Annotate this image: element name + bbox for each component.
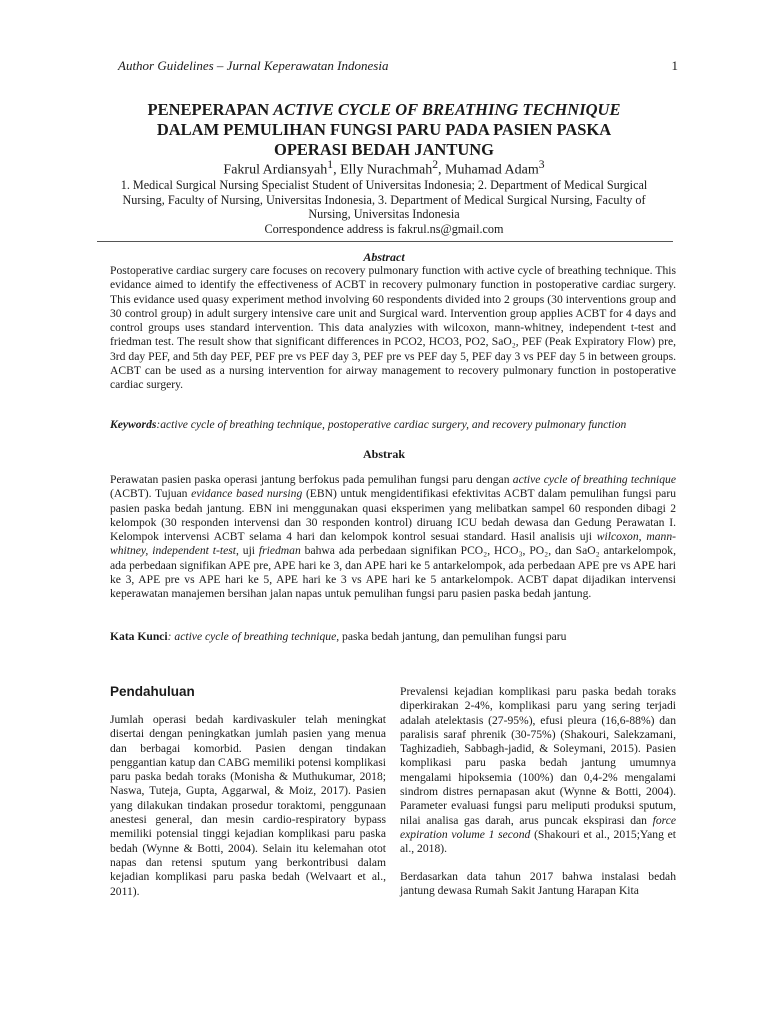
abstrak-s3: (EBN) untuk mengidentifikasi efektivitas ACBT dalam pemulihan fungsi paru pasien paska bedah jantung. EBN ini menggunakan quasi eksperimen yang melibatkan sampel 60 responden dibagi 2 kelompok (30 responden intervensi dan 30 responden kontrol) diruang ICU bedah dewasa dan Gedung Perawatan I. Kelompok intervensi ACBT selama 4 hari dan kelompok kontrol sesuai standard. Hasil analisis uji bbox=[110, 487, 676, 544]
abstrak-s5: bahwa ada perbedaan signifikan PCO₂, HCO₃, PO₂, dan SaO₂ antarkelompok, ada perbedaan signifikan APE pre, APE hari ke 3, dan APE hari ke 5 antarkelompok, ada perbedaan APE pre vs APE hari ke 3, APE pre vs APE hari ke 5, APE hari ke 3 vs APE hari ke 5 antarkelompok. ACBT dapat dijadikan intervensi keperawatan manajemen bersihan jalan napas untuk pemulihan fungsi paru pasien paska bedah jantung. bbox=[110, 544, 676, 601]
keywords-id bbox=[110, 630, 676, 644]
abstrak-s1: Perawatan pasien paska operasi jantung berfokus pada pemulihan fungsi paru dengan bbox=[110, 473, 513, 486]
title-line-3: OPERASI BEDAH JANTUNG bbox=[273, 140, 495, 159]
intro-right-column bbox=[400, 685, 676, 898]
intro-paragraph-2 bbox=[400, 685, 676, 857]
title-line-2: DALAM PEMULIHAN FUNGSI PARU PADA PASIEN PASKA bbox=[156, 120, 612, 139]
author-list bbox=[100, 158, 668, 179]
abstract-body: Postoperative cardiac surgery care focuses on recovery pulmonary function with active cycle of breathing technique. This evidance aimed to identify the effectiveness of ACBT in recovery pulmonary function in postoperative cardiac surgery. This evidance used quasy experiment method involving 60 respondents divided into 2 groups (30 interventions group and 30 control group) in adult surgery intensive care unit and Surgical ward. Intervention group applies ACBT for 4 days and control groups uses standard intervention. This data analyzies with wilcoxon, mann-whitney, independent t-test and friedman test. The result show that significant differences in PCO2, HCO3, PO2, SaO₂, PEF (Peak Expiratory Flow) pre, 3rd day PEF, and 5th day PEF, PEF pre vs PEF day 3, PEF pre vs PEF day 5, PEF day 3 vs PEF day 5 in between groups. ACBT can be used as a nursing intervention for airway management to recovery pulmonary function in postoperative cardiac surgery. bbox=[110, 264, 676, 392]
intro-paragraph-3: Berdasarkan data tahun 2017 bahwa instalasi bedah jantung dewasa Rumah Sakit Jantung Harapan Kita bbox=[400, 869, 676, 897]
affiliation-line-3: Nursing, Universitas Indonesia bbox=[308, 207, 460, 221]
abstrak-s4-it: friedman bbox=[258, 544, 301, 558]
abstrak-heading: Abstrak bbox=[362, 447, 405, 461]
author-2: , Elly Nurachmah bbox=[333, 162, 433, 178]
abstrak-s2: (ACBT). Tujuan bbox=[110, 487, 192, 501]
affiliation-line-1: 1. Medical Surgical Nursing Specialist Student of Universitas Indonesia; 2. Department of Medical Surgical bbox=[120, 178, 648, 192]
abstract-heading: Abstract bbox=[363, 250, 405, 264]
intro-p2-italic: force expiration volume 1 second bbox=[400, 813, 676, 841]
correspondence-address: Correspondence address is fakrul.ns@gmail.com bbox=[264, 221, 504, 236]
abstrak-s1-it: active cycle of breathing technique bbox=[512, 473, 676, 486]
author-2-sup: 2 bbox=[432, 158, 439, 171]
abstrak-s4: , uji bbox=[235, 544, 259, 558]
running-head: Author Guidelines – Jurnal Keperawatan Indonesia bbox=[118, 58, 389, 73]
intro-p2-b: (Shakouri et al., 2015;Yang et al., 2018). bbox=[400, 827, 676, 856]
kata-kunci-text: , paska bedah jantung, dan pemulihan fungsi paru bbox=[336, 630, 567, 643]
title-line-1-italic: ACTIVE CYCLE OF BREATHING TECHNIQUE bbox=[273, 100, 621, 119]
intro-paragraph-1: Jumlah operasi bedah kardivaskuler telah meningkat disertai dengan peningkatkan jumlah pasien yang menua dan berbagai komorbid. Pasien dengan tindakan penggantian katup dan CABG memiliki potensi komplikasi paru paska bedah toraks (Monisha & Muthukumar, 2018; Naswa, Tuteja, Gupta, Aggarwal, & Moiz, 2017). Pasien yang dilakukan tindakan prosedur toraktomi, penggunaan anestesi general, dan mesin cardio-respiratory bypass memiliki potensial tinggi kejadian komplikasi paru paska bedah (Wynne & Botti, 2004). Selain itu kelemahan otot napas dan retensi sputum yang berkontribusi dalam kejadian komplikasi paru paska bedah (Welvaart et al., 2011). bbox=[110, 713, 386, 898]
kata-kunci-italic: : active cycle of breathing technique bbox=[167, 630, 337, 643]
abstrak-s3-it: wilcoxon, mann-whitney, independent t-test bbox=[110, 530, 676, 558]
kata-kunci-label: Kata Kunci bbox=[110, 630, 168, 643]
author-3-sup: 3 bbox=[538, 158, 545, 171]
intro-left-column bbox=[110, 713, 386, 899]
page-number: 1 bbox=[671, 58, 678, 73]
paper-title bbox=[100, 100, 668, 160]
keywords-label: Keywords bbox=[110, 418, 157, 431]
affiliations bbox=[108, 178, 660, 236]
keywords-en bbox=[110, 418, 676, 432]
author-1-sup: 1 bbox=[327, 158, 334, 171]
abstrak-s2-it: evidance based nursing bbox=[191, 487, 303, 501]
title-line-1-roman: PENEPERAPAN bbox=[147, 100, 274, 119]
title-line-1 bbox=[100, 100, 668, 120]
author-1: Fakrul Ardiansyah bbox=[223, 162, 328, 178]
intro-p2-a: Prevalensi kejadian komplikasi paru paska bedah toraks diperkirakan 2-4%, komplikasi paru yang sering terjadi adalah atelektasis (27-95%), efusi pleura (16,6-88%) dan paralisis saraf phrenik (30-75%) (Shakouri, Salekzamani, Taghizadieh, Sabbagh-jadid, & Soleymani, 2015). Pasien komplikasi paru paska bedah jantung umumnya mengalami hipoksemia (100%) dan 0,4-2% mengalami sindrom distres pernapasan akut (Wynne & Botti, 2004). Parameter evaluasi fungsi paru meliputi produksi sputum, nilai analisa gas darah, arus puncak ekspirasi dan bbox=[400, 685, 676, 827]
abstrak-body bbox=[110, 473, 676, 602]
keywords-text: :active cycle of breathing technique, postoperative cardiac surgery, and recovery pulmonary function bbox=[156, 418, 627, 431]
header-divider bbox=[97, 241, 673, 242]
author-3: , Muhamad Adam bbox=[438, 162, 539, 178]
section-heading-pendahuluan: Pendahuluan bbox=[110, 684, 195, 699]
affiliation-line-2: Nursing, Faculty of Nursing, Universitas Indonesia, 3. Department of Medical Surgical Nursing, Faculty of bbox=[122, 192, 646, 207]
